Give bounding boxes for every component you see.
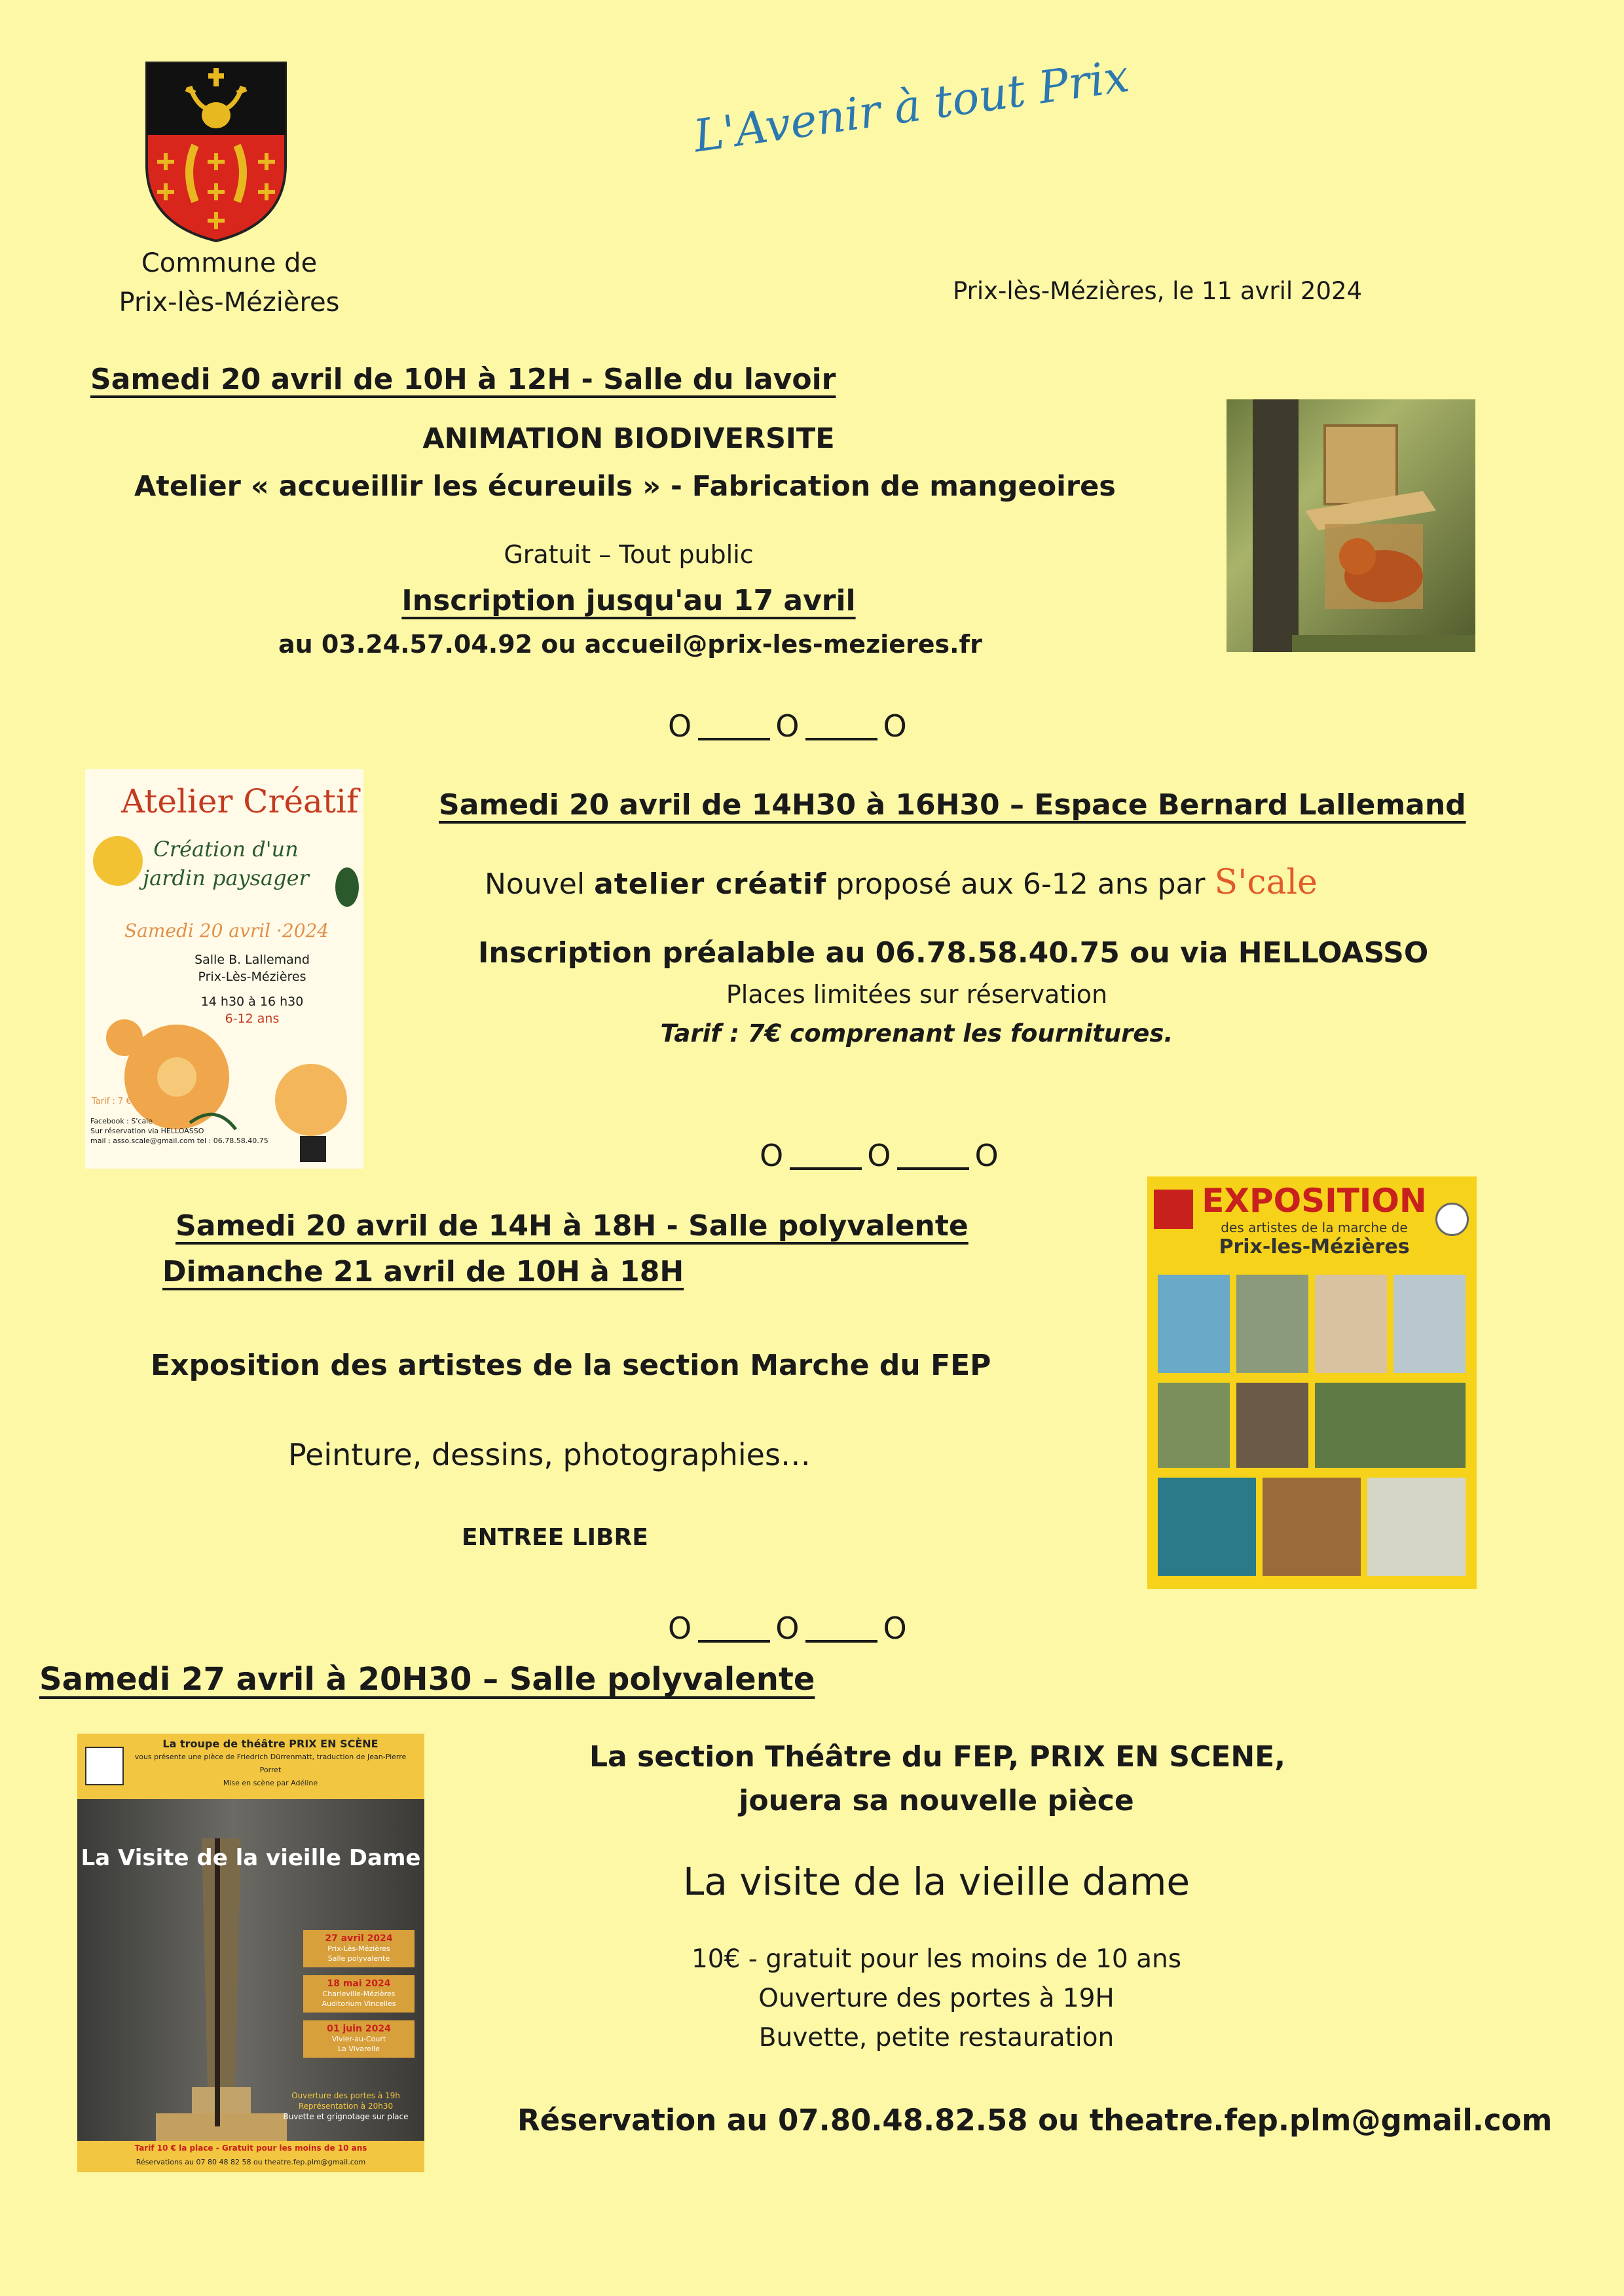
poster-hours: 14 h30 à 16 h30 [200,994,304,1009]
theatre-top2: vous présente une pièce de Friedrich Dürrenmatt, traduction de Jean-Pierre Porret [134,1753,407,1774]
squirrel-feeder-photo [1227,399,1475,652]
poster-footer1: Facebook : S'cale [90,1117,153,1125]
coat-of-arms [144,60,288,244]
event3-title: Exposition des artistes de la section Marche du FEP [151,1349,991,1382]
event2-line [485,863,1318,902]
event3-entry: ENTREE LIBRE [462,1524,648,1551]
event2-places: Places limitées sur réservation [726,980,1108,1009]
expo-title: EXPOSITION [1202,1182,1427,1220]
theatre-doors: Ouverture des portes à 19h [291,2091,400,2100]
poster-venue2: Prix-Lès-Mézières [198,970,306,984]
date3-place: Vivier-au-Court [331,2035,386,2043]
fep-logo [85,1747,124,1785]
poster-footer2: Sur réservation via HELLOASSO [90,1127,204,1135]
event4-price: 10€ - gratuit pour les moins de 10 ans [691,1944,1182,1974]
event2-line-middle: proposé aux 6-12 ans par [836,867,1206,901]
poster-venue1: Salle B. Lallemand [194,953,310,967]
date2: 18 mai 2024 [327,1978,391,1989]
theatre-tarif: Tarif 10 € la place - Gratuit pour les moins de 10 ans [134,2143,367,2153]
theatre-top1: La troupe de théâtre PRIX EN SCÈNE [162,1738,378,1750]
event4-line2: jouera sa nouvelle pièce [739,1784,1134,1817]
slogan: L'Avenir à tout Prix [690,50,1133,163]
poster-subtitle: Création d'un jardin paysager [143,837,309,890]
exposition-poster [1147,1176,1477,1589]
event1-heading: Samedi 20 avril de 10H à 12H - Salle du lavoir [90,363,836,396]
event4-play-title: La visite de la vieille dame [682,1859,1190,1904]
event1-registration: Inscription jusqu'au 17 avril [401,584,856,617]
date1-venue: Salle polyvalente [327,1954,390,1963]
event4-doors: Ouverture des portes à 19H [758,1984,1115,2013]
theatre-buvette: Buvette et grignotage sur place [283,2112,409,2121]
theatre-top3: Mise en scène par Adéline [223,1779,318,1787]
poster-title-a: Atelier [121,782,233,820]
theatre-poster [77,1734,424,2172]
event2-line-prefix: Nouvel [485,867,585,901]
event3-media: Peinture, dessins, photographies… [288,1437,811,1472]
event1-title: ANIMATION BIODIVERSITE [422,422,835,455]
expo-sub2: Prix-les-Mézières [1219,1235,1410,1258]
date2-place: Charleville-Mézières [322,1990,396,1998]
date2-venue: Auditorium Vincelles [322,1999,396,2008]
event4-heading: Samedi 27 avril à 20H30 – Salle polyvalente [39,1661,815,1698]
event2-heading: Samedi 20 avril de 14H30 à 16H30 – Espace Bernard Lallemand [439,788,1466,822]
commune-name-line1: Commune de [141,248,318,278]
poster-title-b: Créatif [243,782,359,820]
theatre-show: Représentation à 20h30 [298,2102,394,2111]
event4-line1: La section Théâtre du FEP, PRIX EN SCENE, [589,1740,1285,1774]
event1-price: Gratuit – Tout public [504,540,754,569]
expo-fep-badge [1435,1203,1469,1236]
poster-tarif: Tarif : 7 € [92,1097,132,1106]
event2-tarif: Tarif : 7€ comprenant les fournitures. [660,1019,1173,1048]
event4-reservation: Réservation au 07.80.48.82.58 ou theatre.fep.plm@gmail.com [517,2103,1553,2138]
separator-2: O O O [760,1138,1000,1173]
atelier-creatif-poster [85,769,363,1169]
poster-footer3: mail : asso.scale@gmail.com tel : 06.78.58.40.75 [90,1137,268,1145]
date3: 01 juin 2024 [327,2024,391,2034]
event1-subtitle: Atelier « accueillir les écureuils » - Fabrication de mangeoires [134,470,1116,503]
poster-date: Samedi 20 avril ·2024 [124,920,329,941]
date3-venue: La Vivarelle [338,2045,380,2053]
scale-brand: S'cale [1214,863,1318,902]
event2-line-highlight: atelier créatif [594,867,827,901]
fep-logo [1154,1190,1193,1229]
event2-registration: Inscription préalable au 06.78.58.40.75 ou via HELLOASSO [478,936,1429,970]
date1: 27 avril 2024 [325,1933,393,1944]
theatre-resa: Réservations au 07 80 48 82 58 ou theatre.fep.plm@gmail.com [136,2158,366,2166]
event3-heading1: Samedi 20 avril de 14H à 18H - Salle polyvalente [175,1209,969,1243]
date1-place: Prix-Lès-Mézières [327,1944,390,1953]
event3-heading2: Dimanche 21 avril de 10H à 18H [162,1255,684,1288]
theatre-poster-title: La Visite de la vieille Dame [81,1845,421,1871]
event4-buvette: Buvette, petite restauration [758,2023,1115,2052]
separator-1: O O O [668,708,908,744]
poster-ages: 6-12 ans [225,1011,280,1026]
event1-contact: au 03.24.57.04.92 ou accueil@prix-les-mezieres.fr [278,630,982,659]
separator-3: O O O [668,1611,908,1646]
expo-sub1: des artistes de la marche de [1221,1220,1408,1235]
date-line: Prix-lès-Mézières, le 11 avril 2024 [953,277,1363,305]
commune-name-line2: Prix-lès-Mézières [119,287,340,318]
